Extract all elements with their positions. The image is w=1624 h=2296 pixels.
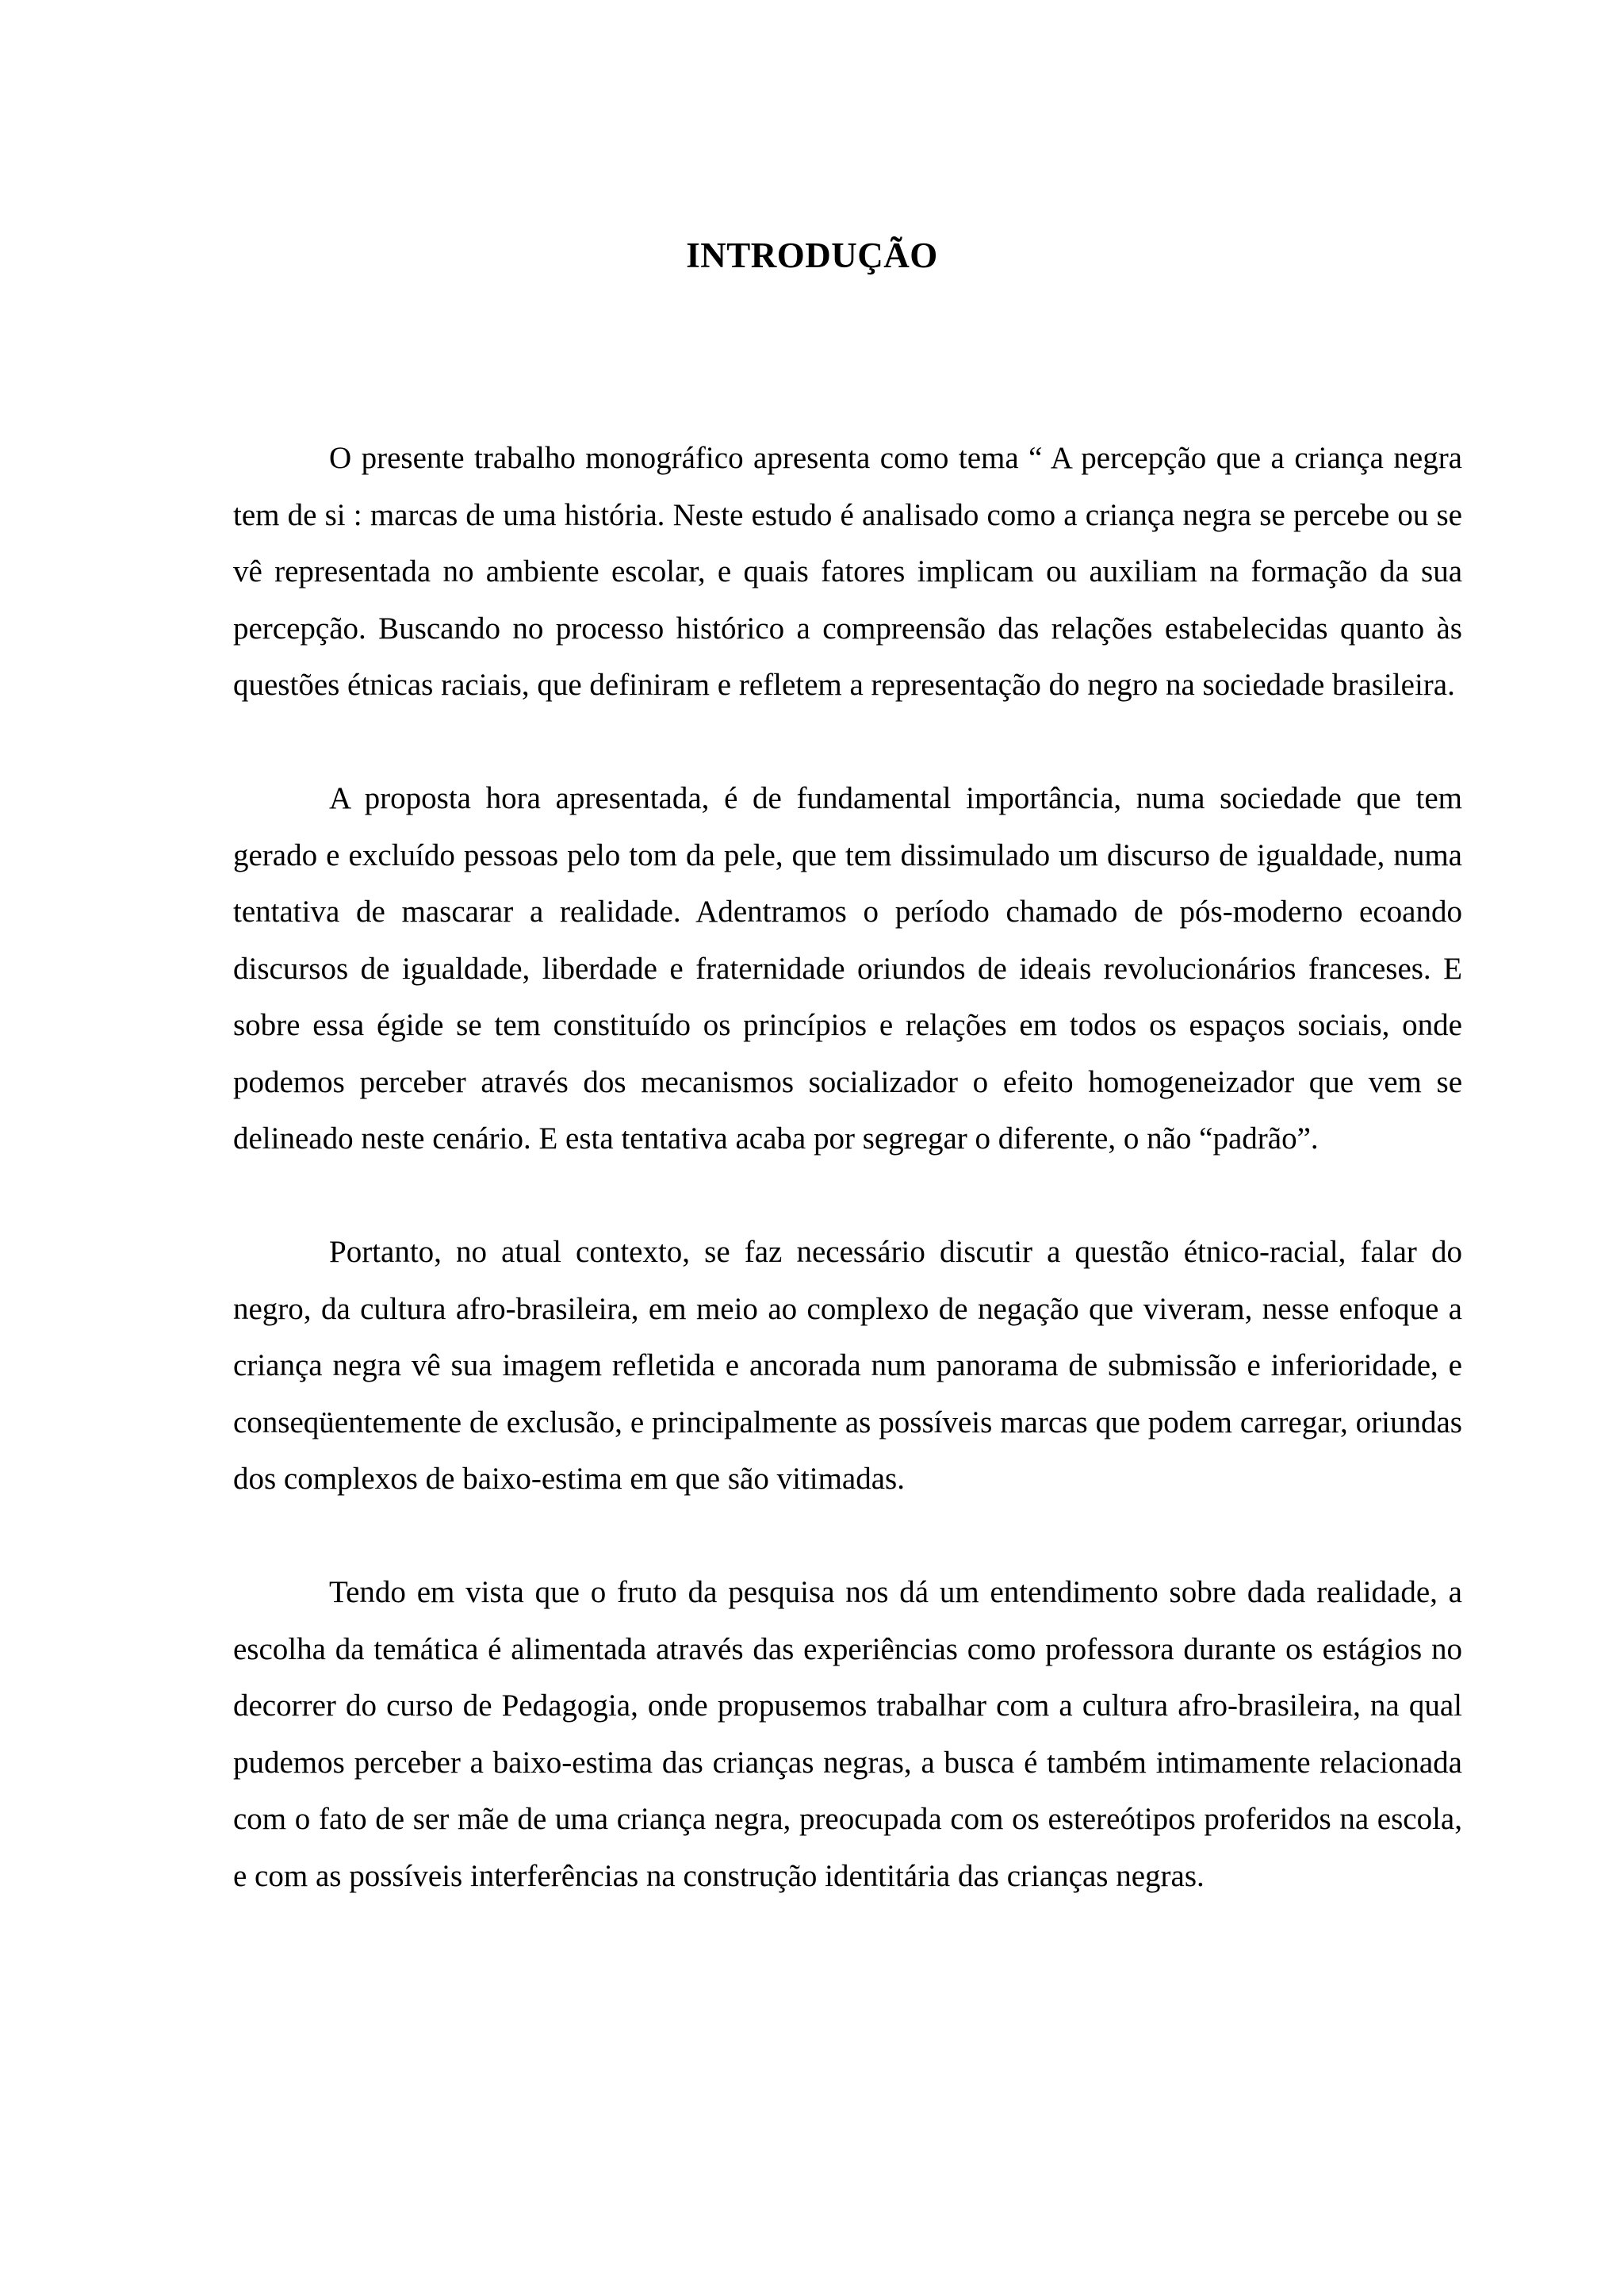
section-title: INTRODUÇÃO bbox=[686, 236, 938, 275]
paragraph-2: A proposta hora apresentada, é de fundamental importância, numa sociedade que tem gerado e excluído pessoas pelo tom da pele, que tem dissimulado um discurso de igualdade, numa tentativa de mascarar a realidade. Adentramos o período chamado de pós-moderno ecoando discursos de igualdade, liberdade e fraternidade oriundos de ideais revolucionários franceses. E sobre essa égide se tem constituído os princípios e relações em todos os espaços sociais, onde podemos perceber através dos mecanismos socializador o efeito homogeneizador que vem se delineado neste cenário. E esta tentativa acaba por segregar o diferente, o não “padrão”. bbox=[233, 781, 1462, 1156]
paragraph-1: O presente trabalho monográfico apresenta como tema “ A percepção que a criança negra tem de si : marcas de uma história. Neste estudo é analisado como a criança negra se percebe ou se vê representada no ambiente escolar, e quais fatores implicam ou auxiliam na formação da sua percepção. Buscando no processo histórico a compreensão das relações estabelecidas quanto às questões étnicas raciais, que definiram e refletem a representação do negro na sociedade brasileira. bbox=[233, 441, 1462, 702]
paragraph-3: Portanto, no atual contexto, se faz necessário discutir a questão étnico-racial, falar do negro, da cultura afro-brasileira, em meio ao complexo de negação que viveram, nesse enfoque a criança negra vê sua imagem refletida e ancorada num panorama de submissão e inferioridade, e conseqüentemente de exclusão, e principalmente as possíveis marcas que podem carregar, oriundas dos complexos de baixo-estima em que são vitimadas. bbox=[233, 1235, 1462, 1496]
paragraph-4: Tendo em vista que o fruto da pesquisa nos dá um entendimento sobre dada realidade, a escolha da temática é alimentada através das experiências como professora durante os estágios no decorrer do curso de Pedagogia, onde propusemos trabalhar com a cultura afro-brasileira, na qual pudemos perceber a baixo-estima das crianças negras, a busca é também intimamente relacionada com o fato de ser mãe de uma criança negra, preocupada com os estereótipos proferidos na escola, e com as possíveis interferências na construção identitária das crianças negras. bbox=[233, 1575, 1462, 1893]
body-text bbox=[233, 430, 1462, 1904]
